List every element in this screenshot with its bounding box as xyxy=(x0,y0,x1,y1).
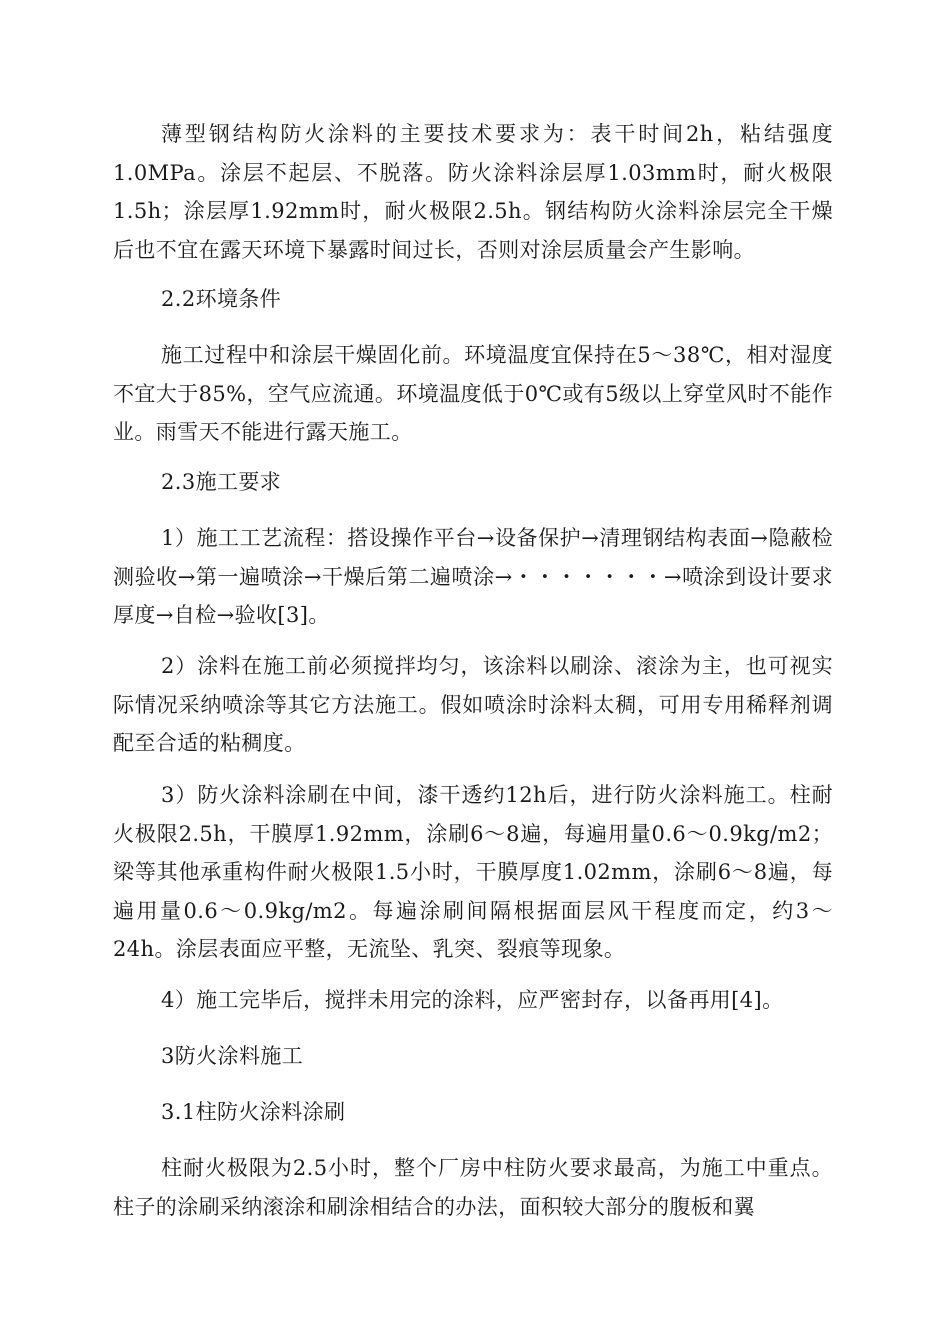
paragraph-mixing-coating: 2）涂料在施工前必须搅拌均匀，该涂料以刷涂、滚涂为主，也可视实际情况采纳喷涂等其它方法施工。假如喷涂时涂料太稠，可用专用稀释剂调配至合适的粘稠度。 xyxy=(113,654,833,755)
paragraph-fireproof-coating-requirements: 薄型钢结构防火涂料的主要技术要求为：表干时间2h，粘结强度1.0MPa。涂层不起层、不脱落。防火涂料涂层厚1.03mm时，耐火极限1.5h；涂层厚1.92mm时，耐火极限2.5h。钢结构防火涂料涂层完全干燥后也不宜在露天环境下暴露时间过长，否则对涂层质量会产生影响。 xyxy=(113,122,833,262)
section-heading-2-3: 2.3施工要求 xyxy=(161,470,282,494)
paragraph-coating-application: 3）防火涂料涂刷在中间，漆干透约12h后，进行防火涂料施工。柱耐火极限2.5h，干膜厚1.92mm，涂刷6～8遍，每遍用量0.6～0.9kg/m2；梁等其他承重构件耐火极限1.5小时，干膜厚度1.02mm，涂刷6～8遍，每遍用量0.6～0.9kg/m2。每遍涂刷间隔根据面层风干程度而定，约3～24h。涂层表面应平整，无流坠、乳突、裂痕等现象。 xyxy=(113,783,833,961)
section-heading-3: 3防火涂料施工 xyxy=(161,1044,304,1068)
paragraph-process-flow: 1）施工工艺流程：搭设操作平台→设备保护→清理钢结构表面→隐蔽检测验收→第一遍喷涂→干燥后第二遍喷涂→・・・・・・・→喷涂到设计要求厚度→自检→验收[3]。 xyxy=(113,526,833,627)
paragraph-after-completion: 4）施工完毕后，搅拌未用完的涂料，应严密封存，以备再用[4]。 xyxy=(161,988,784,1012)
paragraph-environment-conditions: 施工过程中和涂层干燥固化前。环境温度宜保持在5～38℃，相对湿度不宜大于85%，空气应流通。环境温度低于0℃或有5级以上穿堂风时不能作业。雨雪天不能进行露天施工。 xyxy=(113,343,833,444)
section-heading-2-2: 2.2环境条件 xyxy=(161,287,282,311)
section-heading-3-1: 3.1柱防火涂料涂刷 xyxy=(161,1100,346,1124)
paragraph-column-coating: 柱耐火极限为2.5小时，整个厂房中柱防火要求最高，为施工中重点。柱子的涂刷采纳滚涂和刷涂相结合的办法，面积较大部分的腹板和翼 xyxy=(113,1156,833,1219)
